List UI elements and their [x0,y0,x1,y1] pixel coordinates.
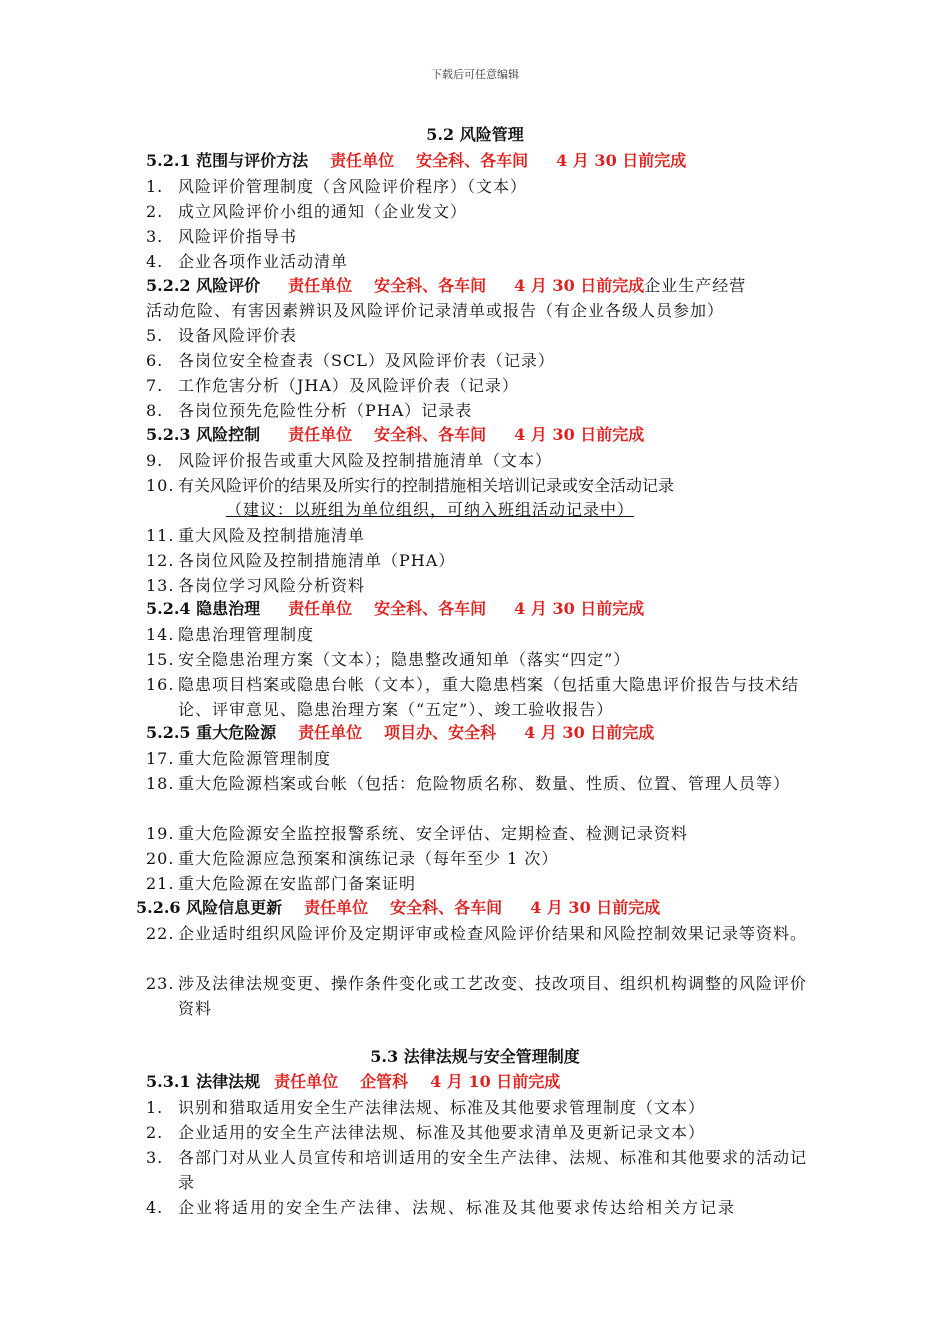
list-item [146,573,814,598]
deadline: 4 月 30 日前完成 [514,425,645,444]
item-text: 设备风险评价表 [178,326,298,345]
list-item [146,199,814,224]
item-number: 4. [146,252,164,271]
list-item [146,1120,814,1145]
item-number: 13. [146,576,175,595]
list-item [146,846,814,871]
list-item [146,921,814,946]
item-text: 隐患治理管理制度 [178,625,315,644]
list-item [146,1095,814,1120]
item-number: 5. [146,326,164,345]
subsection-heading-5-2-4 [146,598,644,620]
item-text: 涉及法律法规变更、操作条件变化或工艺改变、技改项目、组织机构调整的风险评价资料 [178,974,808,1018]
item-number: 20. [146,849,175,868]
list-item [146,523,814,548]
subsection-heading-5-2-3 [146,424,644,446]
responsibility-label: 责任单位 [288,276,353,295]
list-item [146,323,814,348]
item-text: 企业适用的安全生产法律法规、标准及其他要求清单及更新记录文本） [178,1123,706,1142]
item-text: 风险评价管理制度（含风险评价程序）（文本） [178,177,528,196]
item-number: 1. [146,1098,164,1117]
item-number: 15. [146,650,175,669]
list-item [146,448,814,473]
responsible-dept: 安全科、各车间 [374,599,487,618]
deadline: 4 月 30 日前完成 [514,599,645,618]
paragraph-continuation: 活动危险、有害因素辨识及风险评价记录清单或报告（有企业各级人员参加） [146,301,725,320]
item-number: 16. [146,675,175,694]
item-number: 1. [146,177,164,196]
list-item [146,473,814,498]
list-item [146,373,814,398]
subsection-heading-5-2-5 [146,722,654,744]
item-number: 9. [146,451,164,470]
item-text: 重大风险及控制措施清单 [178,526,366,545]
item-number: 21. [146,874,175,893]
subsection-label: 5.2.5 重大危险源 [146,723,277,742]
list-item [146,398,814,423]
list-item [146,746,814,771]
deadline: 4 月 30 日前完成 [556,151,687,170]
responsible-dept: 安全科、各车间 [374,276,487,295]
section-title-5-2: 5.2 风险管理 [426,125,524,144]
responsibility-label: 责任单位 [298,723,363,742]
item-text: 工作危害分析（JHA）及风险评价表（记录） [178,376,519,395]
deadline: 4 月 10 日前完成 [430,1072,561,1091]
list-item [146,771,814,796]
list-item [146,548,814,573]
deadline: 4 月 30 日前完成 [524,723,655,742]
responsible-dept: 安全科、各车间 [390,898,503,917]
heading-trailing-text: 企业生产经营 [644,276,747,295]
list-item [146,971,814,1021]
item-text: 各岗位风险及控制措施清单（PHA） [178,551,456,570]
responsible-dept: 安全科、各车间 [374,425,487,444]
subsection-label: 5.2.3 风险控制 [146,425,261,444]
responsibility-label: 责任单位 [288,599,353,618]
responsibility-label: 责任单位 [288,425,353,444]
list-item [146,672,814,722]
suggestion-note: （建议：以班组为单位组织，可纳入班组活动记录中） [226,500,635,519]
item-number: 22. [146,924,175,943]
item-number: 2. [146,202,164,221]
item-text: 重大危险源应急预案和演练记录（每年至少 1 次） [178,849,559,868]
responsibility-label: 责任单位 [304,898,369,917]
item-number: 23. [146,974,175,993]
item-number: 10. [146,476,175,495]
list-item [146,174,814,199]
item-text: 各岗位学习风险分析资料 [178,576,366,595]
item-text: 有关风险评价的结果及所实行的控制措施相关培训记录或安全活动记录 [178,476,675,495]
item-text: 重大危险源档案或台帐（包括：危险物质名称、数量、性质、位置、管理人员等） [178,774,791,793]
item-text: 重大危险源安全监控报警系统、安全评估、定期检查、检测记录资料 [178,824,689,843]
subsection-label: 5.2.6 风险信息更新 [136,898,283,917]
item-text: 重大危险源在安监部门备案证明 [178,874,417,893]
item-text: 风险评价报告或重大风险及控制措施清单（文本） [178,451,553,470]
list-item [146,249,814,274]
item-text: 识别和猎取适用安全生产法律法规、标准及其他要求管理制度（文本） [178,1098,706,1117]
subsection-heading-5-3-1 [146,1071,560,1093]
list-item [146,647,814,672]
subsection-heading-5-2-2 [146,275,746,297]
responsible-dept: 项目办、安全科 [384,723,497,742]
responsible-dept: 企管科 [360,1072,409,1091]
item-number: 6. [146,351,164,370]
list-item [146,622,814,647]
deadline: 4 月 30 日前完成 [514,276,645,295]
item-number: 18. [146,774,175,793]
item-text: 企业适时组织风险评价及定期评审或检查风险评价结果和风险控制效果记录等资料。 [178,924,808,943]
item-number: 11. [146,526,175,545]
list-item [146,224,814,249]
subsection-label: 5.3.1 法律法规 [146,1072,261,1091]
list-item [146,348,814,373]
item-text: 各岗位安全检查表（SCL）及风险评价表（记录） [178,351,555,370]
item-text: 各岗位预先危险性分析（PHA）记录表 [178,401,473,420]
subsection-label: 5.2.2 风险评价 [146,276,261,295]
deadline: 4 月 30 日前完成 [530,898,661,917]
subsection-heading-5-2-6 [136,897,660,919]
item-number: 3. [146,227,164,246]
subsection-heading-5-2-1 [146,150,686,172]
item-text: 重大危险源管理制度 [178,749,332,768]
section-title-5-3: 5.3 法律法规与安全管理制度 [370,1047,580,1066]
item-text: 成立风险评价小组的通知（企业发文） [178,202,468,221]
item-number: 7. [146,376,164,395]
item-text: 隐患项目档案或隐患台帐（文本），重大隐患档案（包括重大隐患评价报告与技术结论、评审意见、隐患治理方案（“五定”）、竣工验收报告） [178,675,800,719]
item-text: 企业将适用的安全生产法律、法规、标准及其他要求传达给相关方记录 [178,1198,737,1217]
list-item [146,821,814,846]
responsibility-label: 责任单位 [330,151,395,170]
item-text: 企业各项作业活动清单 [178,252,349,271]
subsection-label: 5.2.1 范围与评价方法 [146,151,309,170]
list-item [146,1145,814,1195]
item-number: 2. [146,1123,164,1142]
list-item [146,1195,814,1220]
item-number: 12. [146,551,175,570]
item-text: 风险评价指导书 [178,227,298,246]
item-number: 4. [146,1198,164,1217]
item-number: 19. [146,824,175,843]
page-header-note: 下载后可任意编辑 [431,68,519,81]
subsection-label: 5.2.4 隐患治理 [146,599,261,618]
item-number: 17. [146,749,175,768]
responsible-dept: 安全科、各车间 [416,151,529,170]
responsibility-label: 责任单位 [274,1072,339,1091]
item-number: 14. [146,625,175,644]
item-text: 安全隐患治理方案（文本）；隐患整改通知单（落实“四定”） [178,650,631,669]
list-item [146,871,814,896]
item-text: 各部门对从业人员宣传和培训适用的安全生产法律、法规、标准和其他要求的活动记录 [178,1148,808,1192]
item-number: 3. [146,1148,164,1167]
item-number: 8. [146,401,164,420]
